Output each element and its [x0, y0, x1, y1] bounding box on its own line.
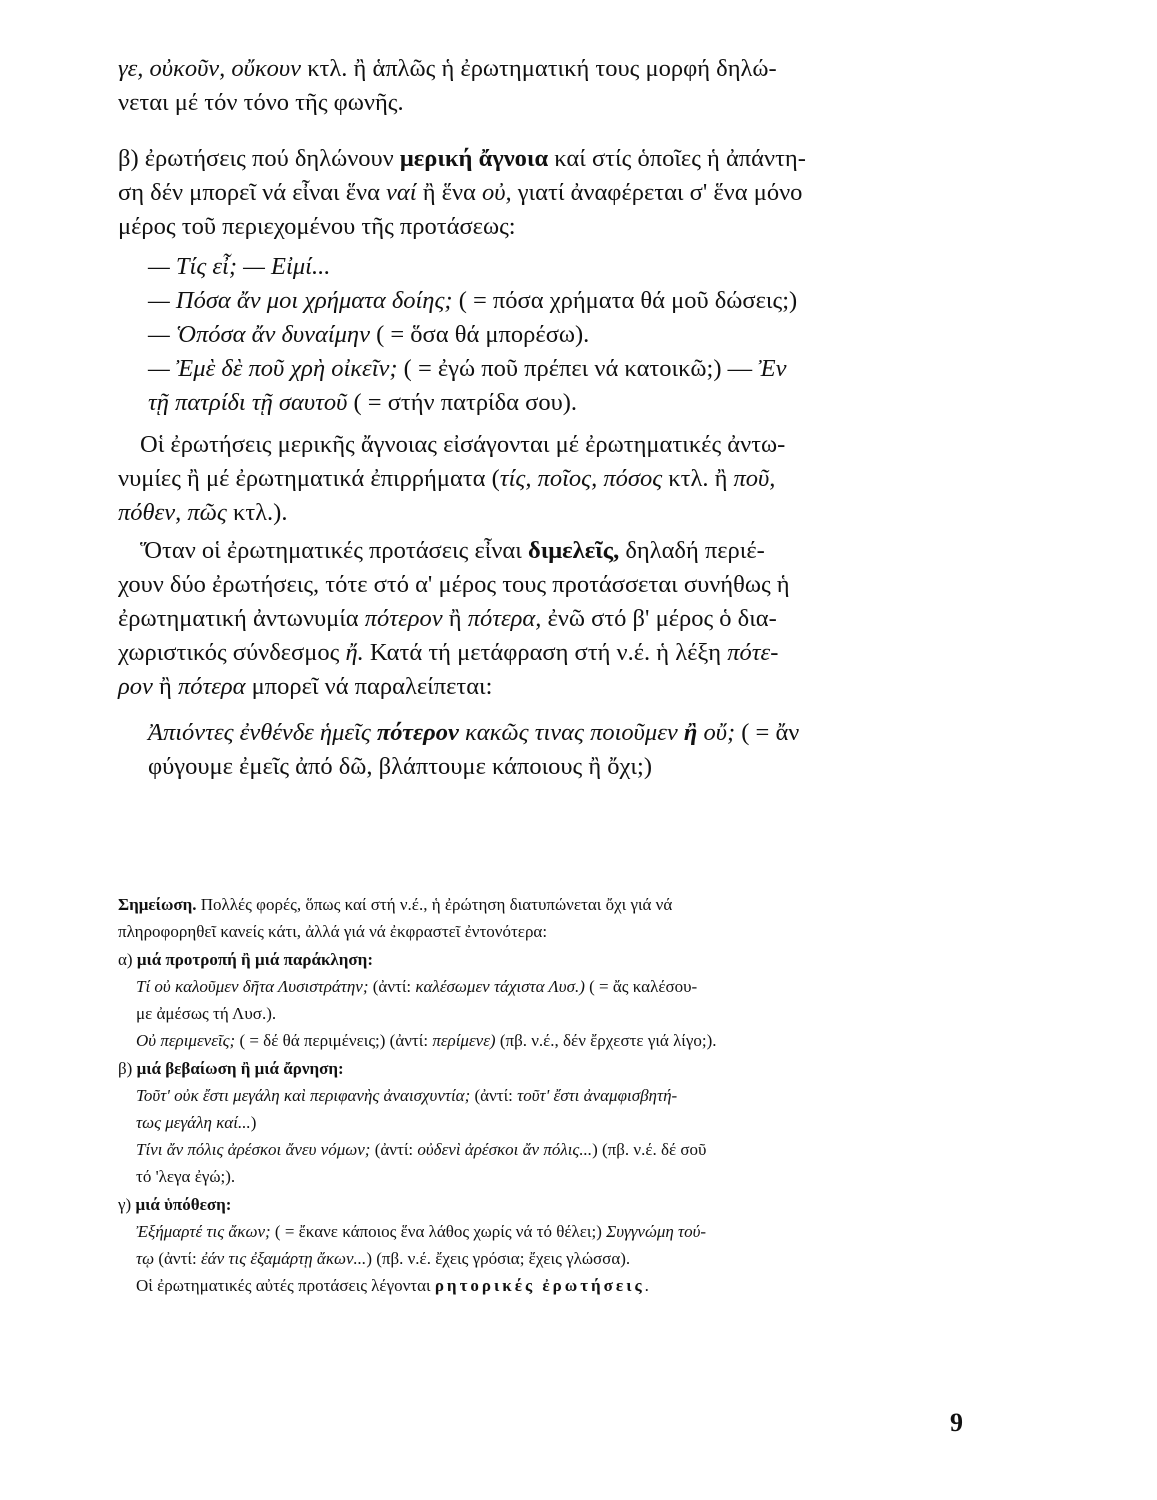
note-item-c-heading: γ) μιά ὑπόθεση:	[118, 1195, 232, 1214]
example-3: — Ὁπόσα ἄν δυναίμην ( = ὅσα θά μπορέσω).	[148, 321, 590, 348]
note-item-b-heading: β) μιά βεβαίωση ἢ μιά ἄρνηση:	[118, 1059, 344, 1078]
note-section: Σημείωση. Πολλές φορές, ὅπως καί στή ν.έ., ἡ ἐρώτηση διατυπώνεται ὄχι γιά νά πληροφορηθεῖ κανείς κάτι, ἀλλά γιά νά ἐκφραστεῖ ἐντονότερα: α) μιά προτροπή ἢ μιά παράκληση: Τί οὐ καλοῦμεν δῆτα Λυσιστράτην; (ἀντί: καλέσωμεν τάχιστα Λυσ.) ( = ἄς καλέσου- με ἀμέσως τή Λυσ.). Οὐ περιμενεῖς; ( = δέ θά περιμένεις;) (ἀντί: περίμενε) (πβ. ν.έ., δέν ἔρχεστε γιά λίγο;). β) μιά βεβαίωση ἢ μιά ἄρνηση: Τοῦτ' οὐκ ἔστι μεγάλη καὶ περιφανὴς ἀναισχυντία; (ἀντί: τοῦτ' ἔστι ἀναμφισβητή- τως μεγάλη καί...) Τίνι ἄν πόλις ἀρέσκοι ἄνευ νόμων; (ἀντί: οὐδενὶ ἀρέσκοι ἄν πόλις...) (πβ. ν.έ. δέ σοῦ τό 'λεγα ἐγώ;). γ) μιά ὑπόθεση: Ἐξήμαρτέ τις ἄκων; ( = ἔκανε κάποιος ἕνα λάθος χωρίς νά τό θέλει;) Συγγνώμη τού- τῳ (ἀντί: ἐάν τις ἐξαμάρτῃ ἄκων...) (πβ. ν.έ. ἔχεις γρόσια; ἔχεις γλώσσα). Οἱ ἐρωτηματικές αὐτές προτάσεις λέγονται ρητορικές ἐρωτήσεις.	[118, 893, 980, 1301]
example-4: — Ἐμὲ δὲ ποῦ χρὴ οἰκεῖν; ( = ἐγώ ποῦ πρέπει νά κατοικῶ;) — Ἐν	[148, 355, 787, 382]
example-2: — Πόσα ἄν μοι χρήματα δοίης; ( = πόσα χρήματα θά μοῦ δώσεις;)	[148, 287, 798, 314]
paragraph-partial-ignorance: β) ἐρωτήσεις πού δηλώνουν μερική ἄγνοια καί στίς ὁποῖες ἡ ἀπάντη- ση δέν μπορεῖ νά εἶναι ἕνα ναί ἢ ἕνα οὐ, γιατί ἀναφέρεται σ' ἕνα μόνο μέρος τοῦ περιεχομένου τῆς προτάσεως:	[118, 145, 806, 240]
paragraph-double-questions: Ὅταν οἱ ἐρωτηματικές προτάσεις εἶναι διμελεῖς, δηλαδή περιέ- χουν δύο ἐρωτήσεις, τότε στό α' μέρος τους προτάσσεται συνήθως ἡ ἐρωτηματική ἀντωνυμία πότερον ἢ πότερα, ἐνῶ στό β' μέρος ὁ δια- χωριστικός σύνδεσμος ἤ. Κατά τή μετάφραση στή ν.έ. ἡ λέξη πότε- ρον ἢ πότερα μπορεῖ νά παραλείπεται:	[118, 537, 790, 700]
example-5: τῇ πατρίδι τῇ σαυτοῦ ( = στήν πατρίδα σου).	[148, 389, 578, 416]
note-title: Σημείωση.	[118, 895, 197, 914]
example-1: — Τίς εἶ; — Εἰμί...	[148, 253, 331, 280]
paragraph-introducers: Οἱ ἐρωτήσεις μερικῆς ἄγνοιας εἰσάγονται μέ ἐρωτηματικές ἀντω- νυμίες ἢ μέ ἐρωτηματικά ἐπιρρήματα (τίς, ποῖος, πόσος κτλ. ἢ ποῦ, πόθεν, πῶς κτλ.).	[118, 431, 786, 526]
note-item-a-heading: α) μιά προτροπή ἢ μιά παράκληση:	[118, 950, 373, 969]
note-closing: Οἱ ἐρωτηματικές αὐτές προτάσεις λέγονται ρητορικές ἐρωτήσεις.	[136, 1276, 649, 1295]
example-list	[118, 250, 986, 420]
example-double-question: Ἀπιόντες ἐνθένδε ἡμεῖς πότερον κακῶς τινας ποιοῦμεν ἢ οὔ; ( = ἄν φύγουμε ἐμεῖς ἀπό δῶ, βλάπτουμε κάποιους ἢ ὄχι;)	[148, 719, 800, 780]
paragraph-intro: γε, οὐκοῦν, οὔκουν κτλ. ἢ ἁπλῶς ἡ ἐρωτηματική τους μορφή δηλώ- νεται μέ τόν τόνο τῆς φωνῆς.	[118, 55, 777, 116]
main-text	[118, 52, 986, 784]
page-number: 9	[950, 1408, 963, 1437]
